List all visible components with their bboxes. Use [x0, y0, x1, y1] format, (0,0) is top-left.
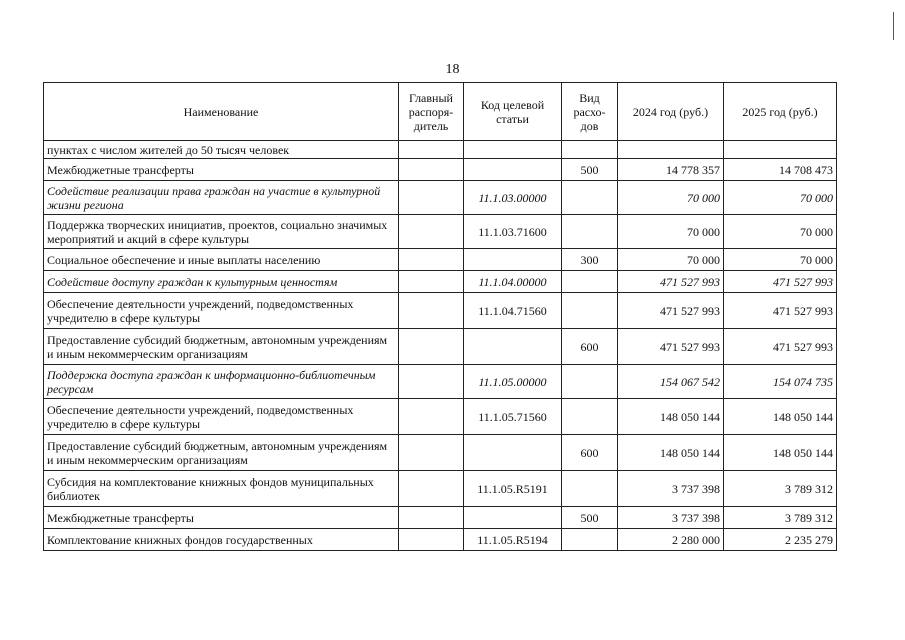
cell-name: Содействие реализации права граждан на участие в культурной жизни региона — [44, 181, 399, 215]
cell-code: 11.1.03.71600 — [464, 215, 562, 249]
cell-2024: 148 050 144 — [618, 399, 724, 435]
cell-name: Поддержка творческих инициатив, проектов, социально значимых мероприятий и акций в сфере культуры — [44, 215, 399, 249]
cell-code — [464, 249, 562, 271]
cell-name: Предоставление субсидий бюджетным, автономным учреждениям и иным некоммерческим организациям — [44, 329, 399, 365]
table-row — [44, 159, 837, 181]
cell-code: 11.1.05.71560 — [464, 399, 562, 435]
cell-2025: 3 789 312 — [724, 507, 837, 529]
cell-code — [464, 159, 562, 181]
header-2024: 2024 год (руб.) — [618, 83, 724, 141]
table-row — [44, 293, 837, 329]
cell-code — [464, 329, 562, 365]
cell-2024 — [618, 141, 724, 159]
table-row — [44, 529, 837, 551]
cell-admin — [399, 159, 464, 181]
header-code: Код целевой статьи — [464, 83, 562, 141]
cell-kind — [562, 271, 618, 293]
cell-name: Поддержка доступа граждан к информационно-библиотечным ресурсам — [44, 365, 399, 399]
cell-name: Обеспечение деятельности учреждений, подведомственных учредителю в сфере культуры — [44, 399, 399, 435]
cell-2025: 154 074 735 — [724, 365, 837, 399]
cell-kind: 300 — [562, 249, 618, 271]
cell-admin — [399, 365, 464, 399]
scan-edge-mark — [893, 12, 894, 40]
table-body — [44, 141, 837, 551]
cell-2024: 3 737 398 — [618, 507, 724, 529]
cell-kind: 500 — [562, 507, 618, 529]
cell-2024: 3 737 398 — [618, 471, 724, 507]
cell-name: Предоставление субсидий бюджетным, автономным учреждениям и иным некоммерческим организациям — [44, 435, 399, 471]
cell-kind — [562, 471, 618, 507]
cell-admin — [399, 141, 464, 159]
table-row — [44, 141, 837, 159]
table-row — [44, 249, 837, 271]
budget-table — [43, 82, 837, 551]
cell-code — [464, 507, 562, 529]
cell-kind — [562, 399, 618, 435]
cell-2025: 14 708 473 — [724, 159, 837, 181]
cell-2024: 154 067 542 — [618, 365, 724, 399]
table-row — [44, 181, 837, 215]
cell-2025: 148 050 144 — [724, 399, 837, 435]
cell-name: Межбюджетные трансферты — [44, 507, 399, 529]
page-number: 18 — [445, 62, 460, 77]
cell-2024: 471 527 993 — [618, 329, 724, 365]
table-row — [44, 329, 837, 365]
cell-name: Субсидия на комплектование книжных фондов муниципальных библиотек — [44, 471, 399, 507]
header-kind: Вид расхо-дов — [562, 83, 618, 141]
header-name: Наименование — [44, 83, 399, 141]
cell-kind: 600 — [562, 435, 618, 471]
cell-2024: 70 000 — [618, 215, 724, 249]
cell-name: Обеспечение деятельности учреждений, подведомственных учредителю в сфере культуры — [44, 293, 399, 329]
cell-code — [464, 435, 562, 471]
cell-2025: 2 235 279 — [724, 529, 837, 551]
cell-code: 11.1.04.00000 — [464, 271, 562, 293]
table-row — [44, 507, 837, 529]
cell-2025: 148 050 144 — [724, 435, 837, 471]
cell-2024: 2 280 000 — [618, 529, 724, 551]
cell-2024: 70 000 — [618, 249, 724, 271]
cell-2025: 70 000 — [724, 181, 837, 215]
header-2025: 2025 год (руб.) — [724, 83, 837, 141]
cell-code: 11.1.03.00000 — [464, 181, 562, 215]
cell-kind: 600 — [562, 329, 618, 365]
cell-code: 11.1.05.R5191 — [464, 471, 562, 507]
cell-code: 11.1.05.00000 — [464, 365, 562, 399]
table-row — [44, 435, 837, 471]
cell-admin — [399, 471, 464, 507]
cell-2024: 14 778 357 — [618, 159, 724, 181]
table-row — [44, 471, 837, 507]
cell-name: Социальное обеспечение и иные выплаты населению — [44, 249, 399, 271]
table-row — [44, 365, 837, 399]
cell-admin — [399, 181, 464, 215]
cell-code — [464, 141, 562, 159]
table-row — [44, 399, 837, 435]
cell-kind — [562, 529, 618, 551]
cell-admin — [399, 435, 464, 471]
cell-2024: 471 527 993 — [618, 271, 724, 293]
cell-name: Комплектование книжных фондов государственных — [44, 529, 399, 551]
cell-name: пунктах с числом жителей до 50 тысяч человек — [44, 141, 399, 159]
cell-2025: 3 789 312 — [724, 471, 837, 507]
cell-admin — [399, 329, 464, 365]
cell-kind — [562, 215, 618, 249]
table-header-row — [44, 83, 837, 141]
cell-kind — [562, 365, 618, 399]
cell-name: Межбюджетные трансферты — [44, 159, 399, 181]
header-admin: Главный распоря-дитель — [399, 83, 464, 141]
cell-code: 11.1.04.71560 — [464, 293, 562, 329]
cell-admin — [399, 529, 464, 551]
cell-2024: 471 527 993 — [618, 293, 724, 329]
cell-admin — [399, 215, 464, 249]
cell-2025: 471 527 993 — [724, 271, 837, 293]
cell-admin — [399, 507, 464, 529]
cell-2025: 471 527 993 — [724, 329, 837, 365]
cell-2025: 70 000 — [724, 249, 837, 271]
cell-2025 — [724, 141, 837, 159]
cell-kind — [562, 293, 618, 329]
cell-admin — [399, 249, 464, 271]
cell-2024: 148 050 144 — [618, 435, 724, 471]
cell-kind: 500 — [562, 159, 618, 181]
cell-admin — [399, 271, 464, 293]
cell-2025: 70 000 — [724, 215, 837, 249]
table-row — [44, 215, 837, 249]
cell-name: Содействие доступу граждан к культурным ценностям — [44, 271, 399, 293]
cell-code: 11.1.05.R5194 — [464, 529, 562, 551]
cell-2024: 70 000 — [618, 181, 724, 215]
cell-admin — [399, 399, 464, 435]
cell-kind — [562, 141, 618, 159]
cell-admin — [399, 293, 464, 329]
cell-2025: 471 527 993 — [724, 293, 837, 329]
cell-kind — [562, 181, 618, 215]
table-row — [44, 271, 837, 293]
